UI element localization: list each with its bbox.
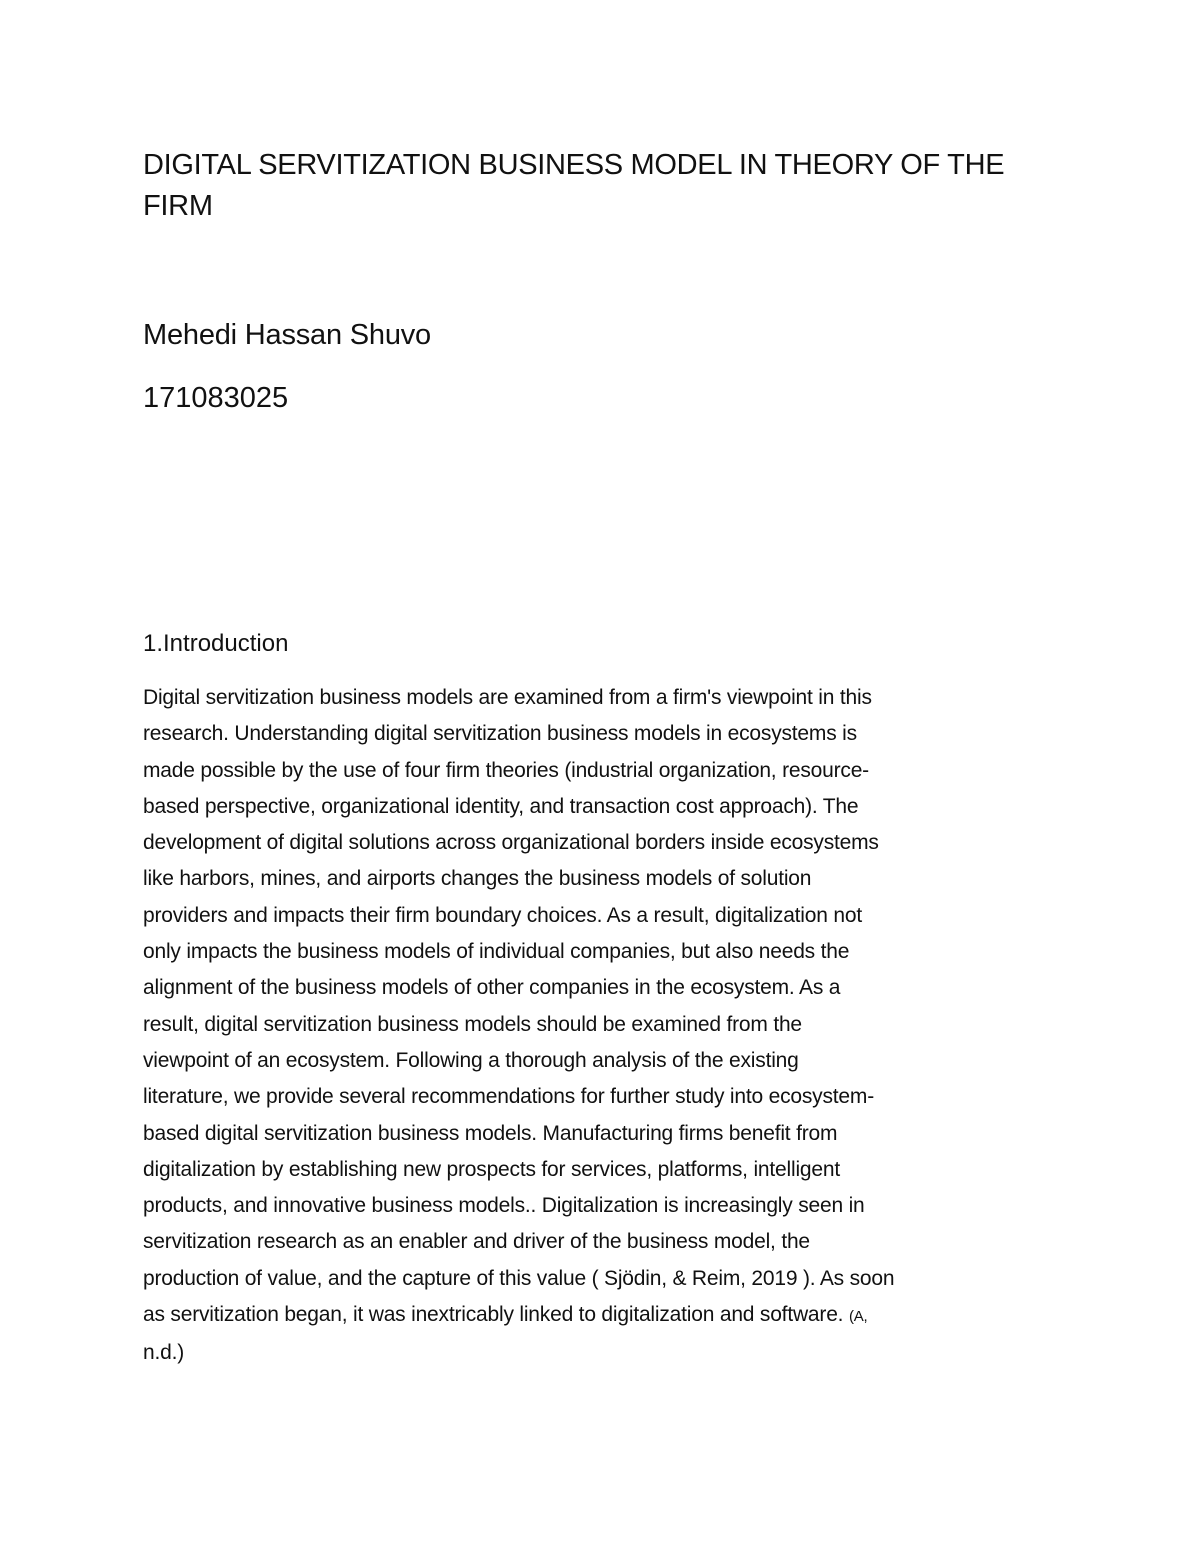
- document-title: DIGITAL SERVITIZATION BUSINESS MODEL IN THEORY OF THE FIRM: [143, 149, 1005, 222]
- citation-a: (A,: [848, 1308, 868, 1326]
- section-heading-introduction: 1.Introduction: [143, 630, 289, 657]
- introduction-paragraph: [143, 680, 1063, 1372]
- student-id: 171083025: [143, 382, 289, 414]
- citation-nd: n.d.): [143, 1341, 185, 1365]
- author-name: Mehedi Hassan Shuvo: [143, 319, 431, 351]
- introduction-text: Digital servitization business models are examined from a firm's viewpoint in this research. Understanding digital servitization business models in ecosystems is made possible by the use of four firm theories (industrial organization, resource- based perspective, organizational identity, and transaction cost approach). The development of digital solutions across organizational borders inside ecosystems like harbors, mines, and airports changes the business models of solution providers and impacts their firm boundary choices. As a result, digitalization not only impacts the business models of individual companies, but also needs the alignment of the business models of other companies in the ecosystem. As a result, digital servitization business models should be examined from the viewpoint of an ecosystem. Following a thorough analysis of the existing literature, we provide several recommendations for further study into ecosystem- based digital servitization business models. Manufacturing firms benefit from digitalization by establishing new prospects for services, platforms, intelligent products, and innovative business models.. Digitalization is increasingly seen in servitization research as an enabler and driver of the business model, the production of value, and the capture of this value ( Sjödin, & Reim, 2019 ). As soon as servitization began, it was inextricably linked to digitalization and software.: [143, 686, 895, 1327]
